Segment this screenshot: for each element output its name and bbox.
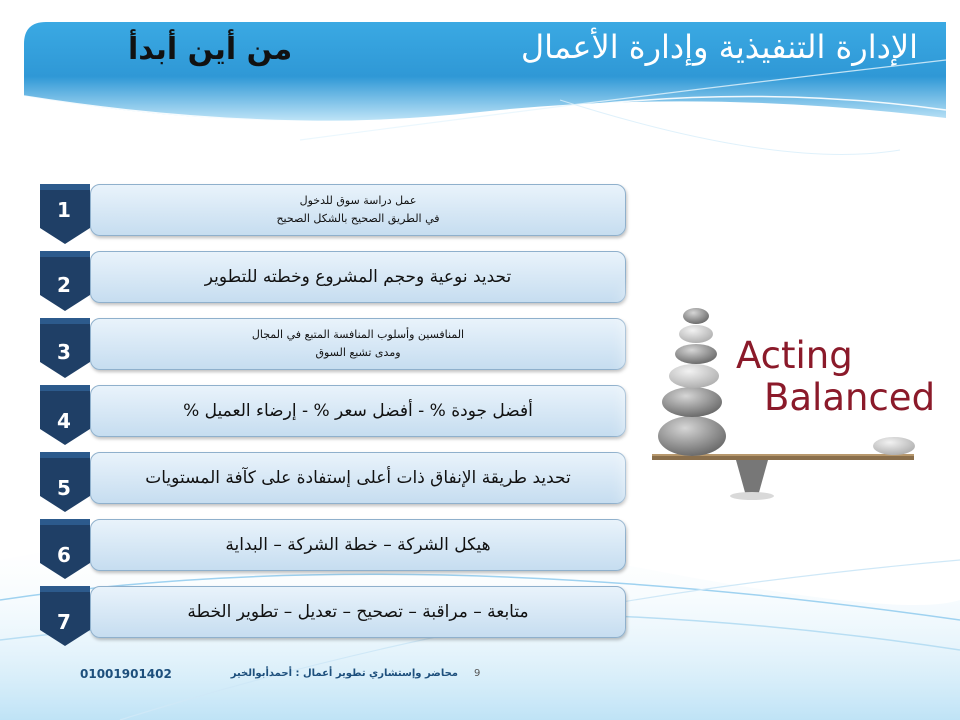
step-number: 3 [57, 340, 71, 364]
step-text-line: هيكل الشركة – خطة الشركة – البداية [225, 535, 491, 555]
image-text-line2: Balanced [764, 376, 936, 419]
step-text-line: عمل دراسة سوق للدخول [299, 194, 417, 207]
footer-credit: محاضر وإستشاري تطوير أعمال : أحمدأبوالخير [230, 668, 458, 679]
step-box [90, 251, 626, 303]
step-text-line: تحديد نوعية وحجم المشروع وخطته للتطوير [204, 267, 512, 287]
step-1 [38, 184, 628, 244]
step-text-line: تحديد طريقة الإنفاق ذات أعلى إستفادة على كآفة المستويات [145, 468, 571, 488]
step-number: 1 [57, 198, 71, 222]
step-number: 5 [57, 476, 71, 500]
step-text-line: متابعة – مراقبة – تصحيح – تعديل – تطوير الخطة [187, 602, 529, 622]
step-number: 4 [57, 409, 71, 433]
step-text-line: أفضل جودة % - أفضل سعر % - إرضاء العميل % [183, 401, 533, 421]
slide-subtitle: من أين أبدأ [128, 32, 293, 67]
acting-balanced-image [640, 298, 936, 514]
image-text-line1: Acting [736, 334, 853, 377]
step-number: 2 [57, 273, 71, 297]
step-box [90, 318, 626, 370]
step-box [90, 519, 626, 571]
page-number: 9 [474, 668, 481, 679]
step-3 [38, 318, 628, 378]
step-box [90, 452, 626, 504]
step-4 [38, 385, 628, 445]
step-2 [38, 251, 628, 311]
step-6 [38, 519, 628, 579]
step-box [90, 385, 626, 437]
step-text-line: المنافسين وأسلوب المنافسة المتبع في المجال [251, 328, 465, 341]
step-text-line: في الطريق الصحيح بالشكل الصحيح [276, 212, 440, 225]
step-number: 7 [57, 610, 71, 634]
step-box [90, 586, 626, 638]
step-7 [38, 586, 628, 646]
step-5 [38, 452, 628, 512]
slide-title: الإدارة التنفيذية وإدارة الأعمال [520, 28, 918, 66]
step-text-line: ومدى تشبع السوق [315, 346, 401, 359]
footer-phone: 01001901402 [80, 667, 172, 681]
step-box [90, 184, 626, 236]
step-number: 6 [57, 543, 71, 567]
